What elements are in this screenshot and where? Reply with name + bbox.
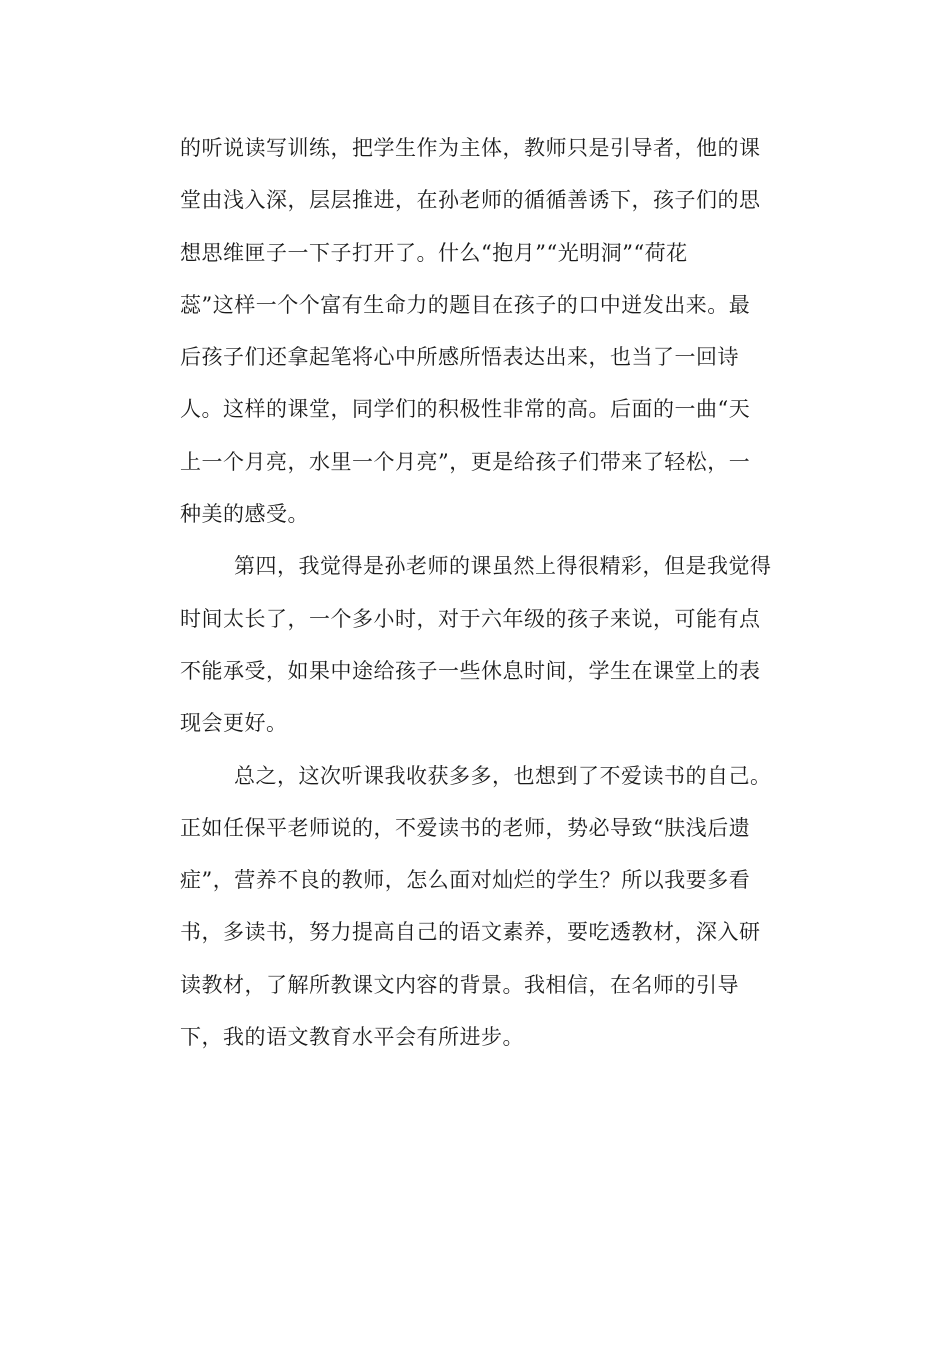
text-line: 蕊”这样一个个富有生命力的题目在孩子的口中迸发出来。最 <box>180 292 751 317</box>
text-line: 书，多读书，努力提高自己的语文素养，要吃透教材，深入研 <box>180 920 761 945</box>
text-line: 时间太长了，一个多小时，对于六年级的孩子来说，可能有点 <box>180 606 761 631</box>
text-line: 正如任保平老师说的，不爱读书的老师，势必导致“肤浅后遗 <box>180 815 751 840</box>
text-line: 下，我的语文教育水平会有所进步。 <box>180 1025 524 1050</box>
text-line: 上一个月亮，水里一个月亮”，更是给孩子们带来了轻松，一 <box>180 449 751 474</box>
text-line: 人。这样的课堂，同学们的积极性非常的高。后面的一曲“天 <box>180 397 751 422</box>
text-line: 症”，营养不良的教师，怎么面对灿烂的学生？所以我要多看 <box>180 868 751 893</box>
text-line: 不能承受，如果中途给孩子一些休息时间，学生在课堂上的表 <box>180 658 761 683</box>
text-line: 想思维匣子一下子打开了。什么“抱月”“光明洞”“荷花 <box>180 240 688 265</box>
text-line: 的听说读写训练，把学生作为主体，教师只是引导者，他的课 <box>180 136 761 160</box>
text-line: 读教材，了解所教课文内容的背景。我相信，在名师的引导 <box>180 972 739 997</box>
text-line: 堂由浅入深，层层推进，在孙老师的循循善诱下，孩子们的思 <box>180 188 761 213</box>
paragraph-start-line: 总之，这次听课我收获多多，也想到了不爱读书的自己。 <box>234 763 772 788</box>
body-text <box>180 128 820 1069</box>
paragraph-start-line: 第四，我觉得是孙老师的课虽然上得很精彩，但是我觉得 <box>234 554 772 579</box>
text-line: 现会更好。 <box>180 711 288 736</box>
text-line: 种美的感受。 <box>180 502 309 527</box>
text-line: 后孩子们还拿起笔将心中所感所悟表达出来，也当了一回诗 <box>180 345 739 370</box>
